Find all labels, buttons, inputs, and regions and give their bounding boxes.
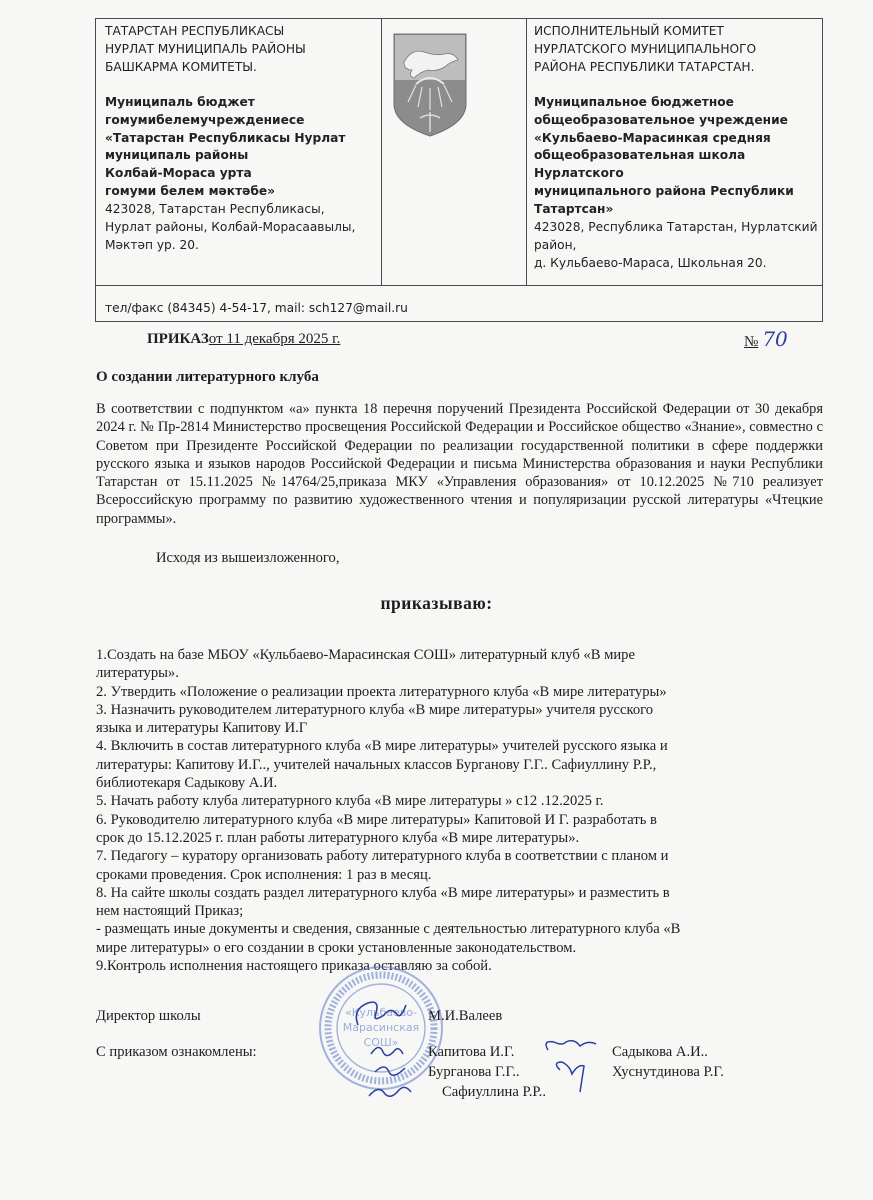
org-line: ТАТАРСТАН РЕСПУБЛИКАСЫ <box>105 24 285 38</box>
director-label: Директор школы <box>96 1008 201 1024</box>
order-item-line: литературы: Капитову И.Г.., учителей начальных классов Бурганову Г.Г.. Сафиуллину Р.Р., <box>96 756 657 773</box>
coat-of-arms-icon <box>392 32 468 142</box>
order-item-line: нем настоящий Приказ; <box>96 903 244 920</box>
school-line: «Кульбаево-Марасинкая средняя <box>534 130 771 145</box>
address-line: Мәктәп ур. 20. <box>105 237 199 252</box>
stamp-text: Марасинская <box>342 1021 420 1034</box>
order-item-line: 3. Назначить руководителем литературного клуба «В мире литературы» учителя русского <box>96 701 654 718</box>
address-line: Нурлат районы, Колбай-Морасаавылы, <box>105 220 356 235</box>
acknowledged-name: Садыкова А.И.. <box>612 1044 708 1060</box>
school-line: гомумибелемучреждениесе <box>105 112 305 127</box>
order-item-line: - размещать иные документы и сведения, связанные с деятельностью литературного клуба «В <box>96 921 681 938</box>
org-line: БАШКАРМА КОМИТЕТЫ. <box>105 59 257 74</box>
school-line: Татартсан» <box>534 202 614 217</box>
document-title: О создании литературного клуба <box>96 369 319 385</box>
order-item-line: литературы». <box>96 665 179 682</box>
letterhead-tatar <box>96 19 382 285</box>
org-line: РАЙОНА РЕСПУБЛИКИ ТАТАРСТАН. <box>534 59 755 74</box>
order-item-line: 7. Педагогу – куратору организовать работу литературного клуба в соответствии с планом и <box>96 848 669 865</box>
director-signature-icon <box>350 995 410 1035</box>
number-sign: № <box>744 334 759 350</box>
order-word: приказываю: <box>380 593 493 613</box>
emblem-cell <box>382 19 527 285</box>
order-number <box>744 327 788 351</box>
school-line: гомуми белем мәктәбе» <box>105 184 276 199</box>
order-item-line: языка и литературы Капитову И.Г <box>96 720 308 737</box>
acknowledged-name: Бурганова Г.Г.. <box>428 1064 520 1080</box>
school-line: Муниципаль бюджет <box>105 94 255 109</box>
acknowledged-name: Капитова И.Г. <box>428 1044 515 1060</box>
address-line: 423028, Республика Татарстан, Нурлатский <box>534 220 818 235</box>
preamble-paragraph: В соответствии с подпунктом «а» пункта 18 перечня поручений Президента Российской Федерации от 30 декабря 2024 г. № Пр-2814 Министерство просвещения Российской Федерации и Российское общество «Знание», совместно с Советом при Президенте Российской Федерации по реализации государственной политики в сфере поддержки русского языка и языков народов Российской Федерации и письма Министерства образования и науки Республики Татарстан от 15.11.2025 №14764/25,приказа МКУ «Управления образования» от 10.12.2025 №710 реализует Всероссийскую программу по развитию художественного чтения и популяризации русской литературы «Чтецкие программы». <box>96 401 823 527</box>
order-item-line: мире литературы» о его создании в сроки установленные законодательством. <box>96 939 577 956</box>
order-item-line: библиотекаря Садыкову А.И. <box>96 775 278 792</box>
order-item-line: сроками проведения. Срок исполнения: 1 раз в месяц. <box>96 866 432 883</box>
order-item-line: 6. Руководителю литературного клуба «В мире литературы» Капитовой И Г. разработать в <box>96 811 657 828</box>
order-item-line: 5. Начать работу клуба литературного клуба «В мире литературы » с12 .12.2025 г. <box>96 793 604 810</box>
order-keyword: ПРИКАЗ <box>147 331 209 347</box>
order-item-line: 9.Контроль исполнения настоящего приказа оставляю за собой. <box>96 958 492 975</box>
stamp-text: «Кульбаево- <box>344 1006 418 1019</box>
director-name: М.И.Валеев <box>428 1008 503 1024</box>
school-line: муниципаль районы <box>105 148 249 163</box>
order-item-line: 1.Создать на базе МБОУ «Кульбаево-Марасинская СОШ» литературный клуб «В мире <box>96 647 635 663</box>
letterhead-russian <box>527 19 824 285</box>
acknowledged-name: Хуснутдинова Р.Г. <box>612 1064 724 1080</box>
order-items <box>96 646 836 975</box>
address-line: 423028, Татарстан Республикасы, <box>105 202 325 217</box>
address-line: район, <box>534 237 577 252</box>
staff-signatures-icon <box>365 1038 425 1108</box>
order-item-line: срок до 15.12.2025 г. план работы литературного клуба «В мире литературы». <box>96 829 580 846</box>
order-item-line: 8. На сайте школы создать раздел литературного клуба «В мире литературы» и разместить в <box>96 884 670 901</box>
org-line: НУРЛАТ МУНИЦИПАЛЬ РАЙОНЫ <box>105 41 306 56</box>
contact-info: тел/факс (84345) 4-54-17, mail: sch127@mail.ru <box>96 285 822 322</box>
order-date: от 11 декабря 2025 г. <box>208 331 341 347</box>
org-line: ИСПОЛНИТЕЛЬНЫЙ КОМИТЕТ <box>534 24 724 38</box>
school-line: общеобразовательное учреждение <box>534 112 788 127</box>
order-item-line: 2. Утвердить «Положение о реализации проекта литературного клуба «В мире литературы» <box>96 683 667 700</box>
school-line: Колбай-Мораса урта <box>105 166 252 181</box>
school-line: общеобразовательная школа Нурлатского <box>534 148 746 181</box>
school-line: Муниципальное бюджетное <box>534 94 734 109</box>
address-line: д. Кульбаево-Мараса, Школьная 20. <box>534 255 767 270</box>
school-line: «Татарстан Республикасы Нурлат <box>105 130 346 145</box>
order-heading <box>147 331 340 348</box>
school-line: муниципального района Республики <box>534 184 794 199</box>
stamp-text: СОШ» <box>363 1036 399 1049</box>
acknowledged-name: Сафиуллина Р.Р.. <box>442 1084 546 1100</box>
hence-line: Исходя из вышеизложенного, <box>156 550 340 566</box>
handwritten-number: 70 <box>762 327 788 351</box>
letterhead-table <box>95 18 823 322</box>
staff-signatures-icon <box>540 1036 604 1096</box>
org-line: НУРЛАТСКОГО МУНИЦИПАЛЬНОГО <box>534 41 757 56</box>
acknowledged-label: С приказом ознакомлены: <box>96 1044 257 1060</box>
order-item-line: 4. Включить в состав литературного клуба «В мире литературы» учителей русского языка и <box>96 738 668 755</box>
